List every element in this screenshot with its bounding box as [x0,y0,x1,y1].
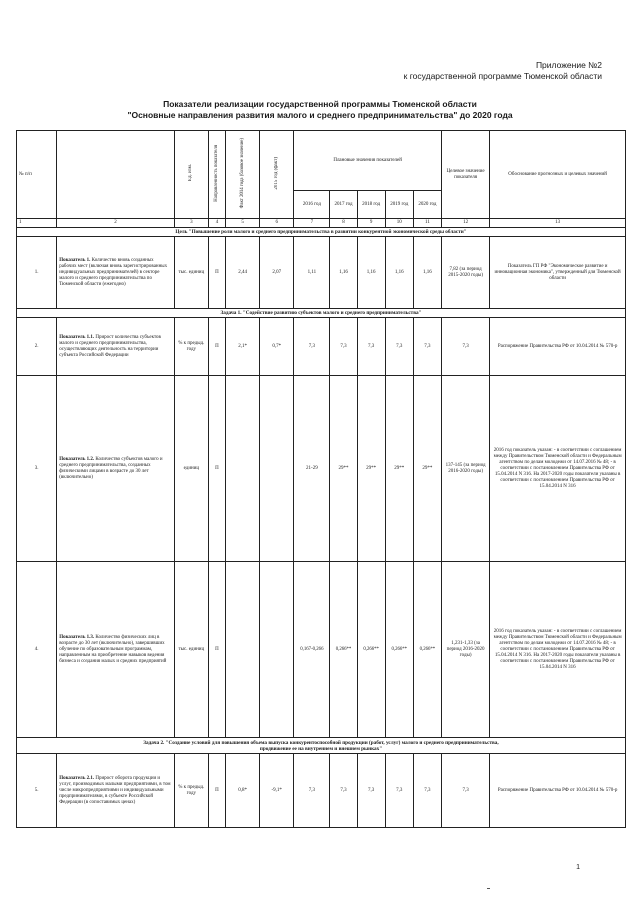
table-row [17,376,626,562]
table-row [17,754,626,828]
row-unit: % к предыд. году [174,318,208,376]
row-num: 4. [17,562,57,738]
table-row [17,318,626,376]
row-target: 1,231-1,33 (за период 2016-2020 годы) [441,562,489,738]
row-unit: тыс. единиц [174,237,208,309]
row-2019: 29** [385,376,413,562]
row-basis: Распоряжение Правительства РФ от 10.04.2014 № 570-р [490,318,626,376]
row-fact2015: -9,1* [260,754,294,828]
row-num: 2. [17,318,57,376]
row-target: 137-145 (за период 2016-2020 годы) [441,376,489,562]
row-direction: П [208,562,225,738]
indicators-table [16,130,626,828]
col-header-2018: 2018 год [357,191,385,219]
title-line-2: "Основные направления развития малого и среднего предпринимательства" до 2020 года [127,110,513,120]
row-name: Показатель 1.3. Количество физических лиц в возрасте до 30 лет (включительно), завершивших обучение по образовательным программам, направленным на приобретение навыков ведения бизнеса и создания малых и средних предприятий [57,562,175,738]
col-header-direction: Направленность показателя [208,131,225,219]
row-basis: Распоряжение Правительства РФ от 10.04.2014 № 570-р [490,754,626,828]
col-number: 5 [225,219,259,228]
row-name: Показатель 1.1. Прирост количества субъектов малого и среднего предпринимательства, осуществляющих деятельность на территории субъекта Российской Федерации [57,318,175,376]
row-direction: П [208,754,225,828]
row-fact2014: 0,8* [225,754,259,828]
col-number: 13 [490,219,626,228]
col-number: 2 [57,219,175,228]
row-unit: % к предыд. году [174,754,208,828]
col-number: 1 [17,219,57,228]
row-target: 7,82 (за период 2015-2020 годы) [441,237,489,309]
col-header-basis: Обоснование прогнозных и целевых значений [490,131,626,219]
col-number: 6 [260,219,294,228]
row-2018: 1,16 [357,237,385,309]
row-2018: 7,3 [357,318,385,376]
row-2020: 29** [413,376,441,562]
col-header-2017: 2017 год [330,191,357,219]
row-2016: 7,3 [294,754,330,828]
row-fact2015 [260,562,294,738]
row-fact2014: 2,44 [225,237,259,309]
title-line-1: Показатели реализации государственной программы Тюменской области [163,99,477,109]
row-2017: 7,3 [330,754,357,828]
col-number: 12 [441,219,489,228]
row-2020: 7,3 [413,318,441,376]
row-2020: 7,3 [413,754,441,828]
row-target: 7,3 [441,754,489,828]
table-row [17,562,626,738]
row-basis: Показатель ГП РФ "Экономическое развитие и инновационная экономика", утвержденный для Тюменской области [490,237,626,309]
appendix-line-1: Приложение №2 [535,60,602,70]
col-number: 8 [330,219,357,228]
col-number: 11 [413,219,441,228]
task-2-text [17,738,626,754]
row-2018: 7,3 [357,754,385,828]
col-number: 9 [357,219,385,228]
row-2018: 29** [357,376,385,562]
row-2016: 21-29 [294,376,330,562]
row-unit: единиц [174,376,208,562]
row-direction: П [208,237,225,309]
row-fact2014: 2,1* [225,318,259,376]
row-2018: 0,266** [357,562,385,738]
scan-speck [487,888,490,889]
row-basis: 2016 год показатель указан: - в соответствии с соглашением между Правительством Тюменской области и Федеральным агентством по делам молодежи от 14.07.2016 № 48; - в соответствии с постановлением Правительства РФ от 15.04.2014 N 316. На 2017-2020 годы показатели указаны в соответствии с постановлением Правительства РФ от 15.04.2014 N 316 [490,376,626,562]
appendix-note [302,60,602,82]
row-direction: П [208,376,225,562]
column-numbers-row [17,219,626,228]
row-2019: 1,16 [385,237,413,309]
row-2016: 7,3 [294,318,330,376]
task-1-text: Задача 1. "Содействие развитию субъектов малого и среднего предпринимательства" [17,309,626,318]
row-fact2015 [260,376,294,562]
goal-row [17,228,626,237]
row-name: Показатель 1.2. Количество субъектов малого и среднего предпринимательства, созданных физическими лицами в возрасте до 30 лет (включительно) [57,376,175,562]
row-unit: тыс. единиц [174,562,208,738]
row-2019: 7,3 [385,754,413,828]
row-2020: 0,266** [413,562,441,738]
goal-text: Цель "Повышение роли малого и среднего предпринимательства в развитии конкурентной экономической среды области" [17,228,626,237]
document-title [60,99,580,121]
col-header-target: Целевое значение показателя [441,131,489,219]
row-2019: 7,3 [385,318,413,376]
row-fact2015: 2,07 [260,237,294,309]
col-number: 3 [174,219,208,228]
row-fact2015: 0,7* [260,318,294,376]
row-2019: 0,266** [385,562,413,738]
row-name: Показатель 2.1. Прирост оборота продукции и услуг, производимых малыми предприятиями, в том числе микропредприятиями и индивидуальными предпринимателями, в субъекте Российской Федерации (в сопоставимых ценах) [57,754,175,828]
task-2-row [17,738,626,754]
col-header-2016: 2016 год [294,191,330,219]
col-number: 10 [385,219,413,228]
col-header-fact2014: Факт 2014 года (базовое значение) [225,131,259,219]
row-2020: 1,16 [413,237,441,309]
task-1-row [17,309,626,318]
row-basis: 2016 год показатель указан: - в соответствии с соглашением между Правительством Тюменской области и Федеральным агентством по делам молодежи от 14.07.2016 № 48; - в соответствии с постановлением Правительства РФ от 15.04.2014 N 316. На 2017-2020 годы показатели указаны в соответствии с постановлением Правительства РФ от 15.04.2014 N 316 [490,562,626,738]
table-row [17,237,626,309]
col-header-num: № п/п [17,131,57,219]
row-2017: 7,3 [330,318,357,376]
row-num: 5. [17,754,57,828]
row-fact2014 [225,376,259,562]
col-header-name [57,131,175,219]
row-2017: 0,266** [330,562,357,738]
row-2017: 29** [330,376,357,562]
col-number: 7 [294,219,330,228]
row-direction: П [208,318,225,376]
row-2016: 0,167-0,266 [294,562,330,738]
col-header-2019: 2019 год [385,191,413,219]
task-2-line-2: продвижение ее на внутреннем и внешнем рынках" [259,745,383,752]
row-2016: 1,11 [294,237,330,309]
row-2017: 1,16 [330,237,357,309]
col-header-fact2015: 2015 год (факт) [260,131,294,219]
task-2-line-1: Задача 2. "Создание условий для повышения объема выпуска конкурентоспособной продукции (работ, услуг) малого и среднего предпринимательства, [143,739,499,746]
row-fact2014 [225,562,259,738]
row-name: Показатель 1. Количество вновь созданных рабочих мест (включая вновь зарегистрированных индивидуальных предпринимателей) в секторе малого и среднего предпринимательства по Тюменской области (ежегодно) [57,237,175,309]
page-number: 1 [576,864,580,871]
col-header-planned: Плановые значения показателей [294,131,442,191]
col-number: 4 [208,219,225,228]
row-num: 1. [17,237,57,309]
col-header-unit: Ед. изм. [174,131,208,219]
col-header-2020: 2020 год [413,191,441,219]
header-row-1 [17,131,626,191]
row-target: 7,3 [441,318,489,376]
appendix-line-2: к государственной программе Тюменской области [403,71,602,81]
row-num: 3. [17,376,57,562]
